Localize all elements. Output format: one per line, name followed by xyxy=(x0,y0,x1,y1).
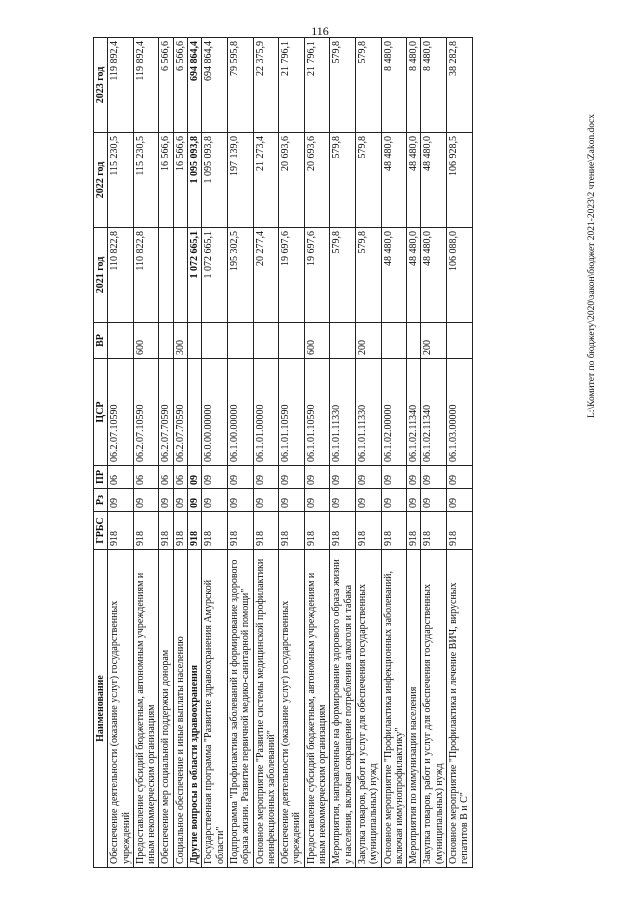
cell-rz: 09 xyxy=(304,489,330,512)
cell-y2023: 694 864,4 xyxy=(202,38,228,133)
cell-y2021: 48 480,0 xyxy=(407,228,421,323)
cell-rz: 09 xyxy=(407,489,421,512)
cell-y2021: 1 072 665,1 xyxy=(188,228,202,323)
cell-y2022: 16 566,6 xyxy=(159,133,173,228)
cell-y2021: 110 822,8 xyxy=(108,228,134,323)
header-2021: 2021 год xyxy=(94,228,108,323)
cell-y2023: 119 892,4 xyxy=(108,38,134,133)
cell-y2023: 8 480,0 xyxy=(381,38,407,133)
cell-csr: 06.1.02.00000 xyxy=(381,359,407,466)
cell-csr: 06.1.03.00000 xyxy=(447,359,473,466)
cell-y2022: 115 230,5 xyxy=(133,133,159,228)
cell-name: Мероприятия по иммунизации населения xyxy=(407,550,421,868)
cell-y2023: 8 480,0 xyxy=(407,38,421,133)
cell-grbs: 918 xyxy=(253,512,279,550)
cell-y2022: 48 480,0 xyxy=(421,133,447,228)
cell-csr: 06.2.07.70590 xyxy=(159,359,173,466)
cell-pr: 09 xyxy=(407,466,421,489)
cell-csr: 06.1.02.11340 xyxy=(421,359,447,466)
cell-grbs: 918 xyxy=(108,512,134,550)
cell-y2021: 48 480,0 xyxy=(381,228,407,323)
cell-y2021: 110 822,8 xyxy=(133,228,159,323)
cell-name: Социальное обеспечение и иные выплаты населению xyxy=(173,550,187,868)
cell-rz: 09 xyxy=(108,489,134,512)
cell-vr: 300 xyxy=(173,323,187,359)
cell-grbs: 918 xyxy=(159,512,173,550)
header-2022: 2022 год xyxy=(94,133,108,228)
cell-vr: 200 xyxy=(355,323,381,359)
cell-csr xyxy=(188,359,202,466)
cell-csr: 06.2.07.10590 xyxy=(133,359,159,466)
cell-csr: 06.1.01.11330 xyxy=(355,359,381,466)
cell-y2023: 694 864,4 xyxy=(188,38,202,133)
cell-grbs: 918 xyxy=(227,512,253,550)
cell-pr: 06 xyxy=(133,466,159,489)
budget-table-frame xyxy=(93,38,549,868)
cell-y2021: 48 480,0 xyxy=(421,228,447,323)
table-row xyxy=(421,38,447,868)
cell-pr: 09 xyxy=(279,466,305,489)
cell-pr: 09 xyxy=(330,466,356,489)
cell-pr: 09 xyxy=(304,466,330,489)
cell-rz: 09 xyxy=(227,489,253,512)
cell-grbs: 918 xyxy=(381,512,407,550)
cell-vr xyxy=(447,323,473,359)
cell-name: Основное мероприятие "Развитие системы медицинской профилактики неинфекционных заболеваний" xyxy=(253,550,279,868)
table-row xyxy=(173,38,187,868)
table-row xyxy=(227,38,253,868)
cell-pr: 09 xyxy=(227,466,253,489)
cell-y2022: 48 480,0 xyxy=(407,133,421,228)
page-number: 116 xyxy=(311,24,329,38)
cell-grbs: 918 xyxy=(447,512,473,550)
table-row xyxy=(330,38,356,868)
cell-grbs: 918 xyxy=(304,512,330,550)
budget-table xyxy=(93,37,473,868)
cell-y2021: 106 088,0 xyxy=(447,228,473,323)
cell-y2021: 579,8 xyxy=(330,228,356,323)
cell-name: Предоставление субсидий бюджетным, автономным учреждениям и иным некоммерческим организациям xyxy=(133,550,159,868)
header-pr: ПР xyxy=(94,466,108,489)
cell-rz: 09 xyxy=(202,489,228,512)
table-header-row xyxy=(94,38,108,868)
cell-vr xyxy=(202,323,228,359)
cell-y2023: 21 796,1 xyxy=(279,38,305,133)
table-row xyxy=(108,38,134,868)
cell-y2021 xyxy=(173,228,187,323)
cell-y2021: 1 072 665,1 xyxy=(202,228,228,323)
table-row xyxy=(279,38,305,868)
cell-y2022: 21 273,4 xyxy=(253,133,279,228)
cell-grbs: 918 xyxy=(407,512,421,550)
header-grbs: ГРБС xyxy=(94,512,108,550)
cell-y2021: 19 697,6 xyxy=(279,228,305,323)
cell-rz: 09 xyxy=(330,489,356,512)
cell-vr: 200 xyxy=(421,323,447,359)
cell-y2022: 1 095 093,8 xyxy=(188,133,202,228)
cell-name: Основное мероприятие "Профилактика инфекционных заболеваний, включая иммунопрофилактику" xyxy=(381,550,407,868)
cell-y2022: 48 480,0 xyxy=(381,133,407,228)
cell-csr: 06.1.01.00000 xyxy=(253,359,279,466)
cell-y2021 xyxy=(159,228,173,323)
cell-csr: 06.1.02.11340 xyxy=(407,359,421,466)
cell-pr: 06 xyxy=(173,466,187,489)
cell-rz: 09 xyxy=(447,489,473,512)
cell-pr: 06 xyxy=(108,466,134,489)
footer-file-path: L:\Комитет по бюджету\2020\закон\бюджет 2021-2023\2 чтение\Zakon.docx xyxy=(587,114,597,418)
cell-name: Подпрограмма "Профилактика заболеваний и формирование здорового образа жизни. Развитие первичной медико-санитарной помощи" xyxy=(227,550,253,868)
cell-grbs: 918 xyxy=(355,512,381,550)
cell-y2022: 579,8 xyxy=(355,133,381,228)
cell-pr: 09 xyxy=(202,466,228,489)
cell-rz: 09 xyxy=(133,489,159,512)
cell-grbs: 918 xyxy=(279,512,305,550)
cell-y2022: 1 095 093,8 xyxy=(202,133,228,228)
cell-rz: 09 xyxy=(279,489,305,512)
cell-y2023: 6 566,6 xyxy=(159,38,173,133)
cell-y2021: 19 697,6 xyxy=(304,228,330,323)
cell-name: Обеспечение деятельности (оказание услуг) государственных учреждений xyxy=(108,550,134,868)
table-row xyxy=(133,38,159,868)
cell-name: Мероприятия, направленные на формирование здорового образа жизни у населения, включая сокращение потребления алкоголя и табака xyxy=(330,550,356,868)
cell-y2021: 195 302,5 xyxy=(227,228,253,323)
cell-vr: 600 xyxy=(133,323,159,359)
cell-y2023: 6 566,6 xyxy=(173,38,187,133)
cell-y2023: 79 595,8 xyxy=(227,38,253,133)
cell-grbs: 918 xyxy=(133,512,159,550)
cell-csr: 06.1.01.10590 xyxy=(279,359,305,466)
cell-pr: 09 xyxy=(188,466,202,489)
header-vr: ВР xyxy=(94,323,108,359)
cell-name: Обеспечение деятельности (оказание услуг) государственных учреждений xyxy=(279,550,305,868)
cell-grbs: 918 xyxy=(188,512,202,550)
cell-name: Основное мероприятие "Профилактика и лечение ВИЧ, вирусных гепатитов В и С" xyxy=(447,550,473,868)
header-rz: Рз xyxy=(94,489,108,512)
cell-vr xyxy=(330,323,356,359)
cell-y2022: 106 928,5 xyxy=(447,133,473,228)
cell-rz: 09 xyxy=(188,489,202,512)
cell-pr: 09 xyxy=(381,466,407,489)
cell-name: Закупка товаров, работ и услуг для обеспечения государственных (муниципальных) нужд xyxy=(355,550,381,868)
cell-y2023: 8 480,0 xyxy=(421,38,447,133)
table-row xyxy=(202,38,228,868)
cell-rz: 09 xyxy=(421,489,447,512)
header-csr: ЦСР xyxy=(94,359,108,466)
cell-y2021: 579,8 xyxy=(355,228,381,323)
cell-rz: 09 xyxy=(253,489,279,512)
cell-vr xyxy=(407,323,421,359)
table-body xyxy=(108,38,472,868)
cell-vr: 600 xyxy=(304,323,330,359)
table-row xyxy=(159,38,173,868)
cell-pr: 09 xyxy=(421,466,447,489)
cell-y2022: 579,8 xyxy=(330,133,356,228)
cell-y2023: 579,8 xyxy=(355,38,381,133)
header-name: Наименование xyxy=(94,550,108,868)
cell-csr: 06.1.01.11330 xyxy=(330,359,356,466)
table-row xyxy=(188,38,202,868)
cell-rz: 09 xyxy=(355,489,381,512)
table-row xyxy=(407,38,421,868)
cell-name: Обеспечение мер социальной поддержки донорам xyxy=(159,550,173,868)
cell-vr xyxy=(227,323,253,359)
cell-vr xyxy=(279,323,305,359)
cell-pr: 09 xyxy=(355,466,381,489)
cell-csr: 06.1.01.10590 xyxy=(304,359,330,466)
cell-vr xyxy=(159,323,173,359)
cell-rz: 09 xyxy=(159,489,173,512)
cell-name: Предоставление субсидий бюджетным, автономным учреждениям и иным некоммерческим организациям xyxy=(304,550,330,868)
cell-y2023: 21 796,1 xyxy=(304,38,330,133)
cell-pr: 06 xyxy=(159,466,173,489)
cell-grbs: 918 xyxy=(202,512,228,550)
table-row xyxy=(253,38,279,868)
cell-grbs: 918 xyxy=(421,512,447,550)
cell-name: Другие вопросы в области здравоохранения xyxy=(188,550,202,868)
cell-vr xyxy=(381,323,407,359)
cell-csr: 06.0.00.00000 xyxy=(202,359,228,466)
cell-y2023: 579,8 xyxy=(330,38,356,133)
cell-csr: 06.2.07.10590 xyxy=(108,359,134,466)
cell-y2022: 16 566,6 xyxy=(173,133,187,228)
cell-csr: 06.2.07.70590 xyxy=(173,359,187,466)
cell-pr: 09 xyxy=(447,466,473,489)
cell-y2022: 20 693,6 xyxy=(279,133,305,228)
cell-grbs: 918 xyxy=(330,512,356,550)
cell-vr xyxy=(188,323,202,359)
cell-y2022: 115 230,5 xyxy=(108,133,134,228)
cell-vr xyxy=(108,323,134,359)
header-2023: 2023 год xyxy=(94,38,108,133)
cell-y2023: 38 282,8 xyxy=(447,38,473,133)
table-row xyxy=(355,38,381,868)
cell-rz: 09 xyxy=(173,489,187,512)
table-row xyxy=(304,38,330,868)
cell-y2023: 119 892,4 xyxy=(133,38,159,133)
cell-csr: 06.1.00.00000 xyxy=(227,359,253,466)
table-row xyxy=(447,38,473,868)
cell-rz: 09 xyxy=(381,489,407,512)
cell-y2023: 22 375,9 xyxy=(253,38,279,133)
cell-vr xyxy=(253,323,279,359)
cell-name: Закупка товаров, работ и услуг для обеспечения государственных (муниципальных) нужд xyxy=(421,550,447,868)
cell-name: Государственная программа "Развитие здравоохранения Амурской области" xyxy=(202,550,228,868)
cell-grbs: 918 xyxy=(173,512,187,550)
table-row xyxy=(381,38,407,868)
cell-y2021: 20 277,4 xyxy=(253,228,279,323)
cell-y2022: 197 139,0 xyxy=(227,133,253,228)
cell-y2022: 20 693,6 xyxy=(304,133,330,228)
cell-pr: 09 xyxy=(253,466,279,489)
